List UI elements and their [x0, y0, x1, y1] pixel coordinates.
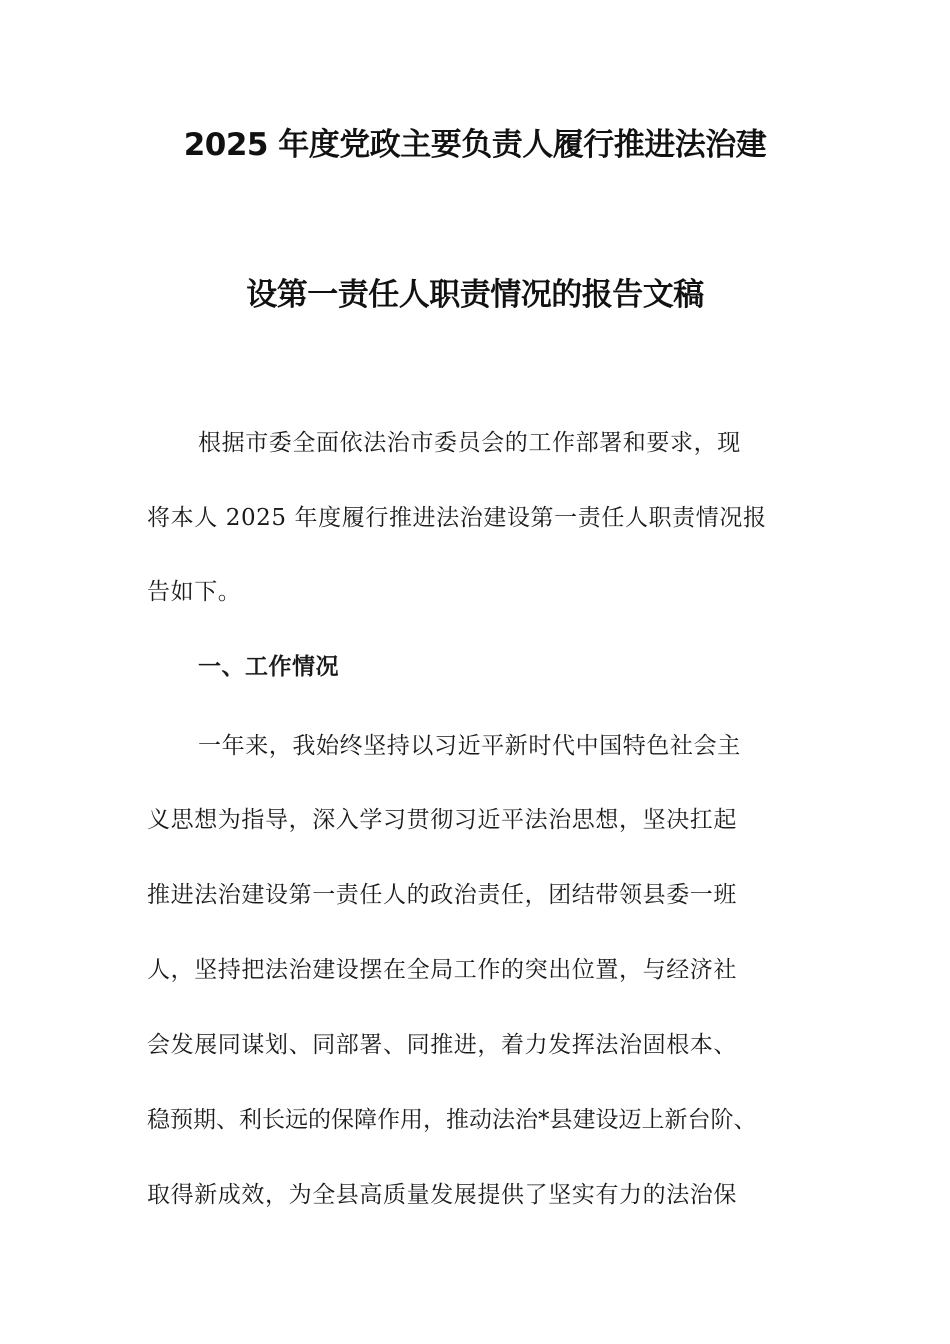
- paragraph-line-2: 义思想为指导，深入学习贯彻习近平法治思想，坚决扛起: [147, 807, 737, 833]
- paragraph-line-3: 推进法治建设第一责任人的政治责任，团结带领县委一班: [147, 882, 737, 908]
- paragraph-line-4: 人，坚持把法治建设摆在全局工作的突出位置，与经济社: [147, 957, 737, 983]
- paragraph-line-7: 取得新成效，为全县高质量发展提供了坚实有力的法治保: [147, 1182, 737, 1208]
- intro-line-1: 根据市委全面依法治市委员会的工作部署和要求，现: [198, 430, 741, 456]
- document-title-line-1: 2025 年度党政主要负责人履行推进法治建: [183, 127, 767, 163]
- section-heading-work-situation: 一、工作情况: [198, 654, 339, 680]
- document-title-line-2: 设第一责任人职责情况的报告文稿: [246, 277, 704, 313]
- paragraph-line-1: 一年来，我始终坚持以习近平新时代中国特色社会主: [198, 733, 741, 759]
- intro-line-3: 告如下。: [147, 579, 242, 605]
- paragraph-line-6: 稳预期、利长远的保障作用，推动法治*县建设迈上新台阶、: [147, 1107, 757, 1133]
- intro-line-2: 将本人 2025 年度履行推进法治建设第一责任人职责情况报: [147, 505, 767, 531]
- paragraph-line-5: 会发展同谋划、同部署、同推进，着力发挥法治固根本、: [147, 1032, 737, 1058]
